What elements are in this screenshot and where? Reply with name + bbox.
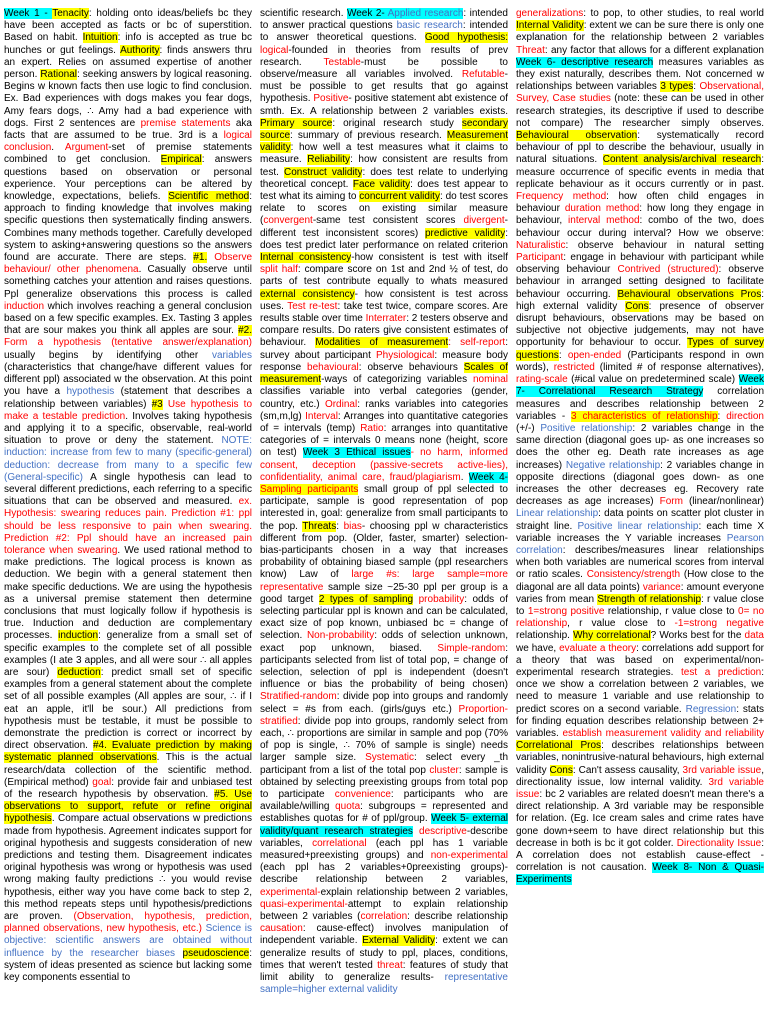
text-run: : features of study that limit ability to generalize results- [260, 959, 508, 984]
highlighted-text-run: Positive [313, 93, 349, 105]
highlighted-text-run: Ratio [360, 422, 384, 434]
text-run: (note: these can be used in other research strategies, its descriptive if used to describe not compare) The researcher simply observes. [516, 93, 764, 129]
text-run: explain relationship between 2 variables, [320, 886, 508, 898]
highlighted-text-run: Tenacity [52, 8, 89, 19]
text-run: : predict small set of specific examples from a general statement about the complete set of all possible examples (All apples are sour, ∴ if I eat an apple, it'll be sour.) All predictions from hypothesis must be testable, it must be possible to demonstrate the prediction is correct or incorrect by direct observation. [4, 666, 252, 752]
text-run: : data points on scatter plot cluster in straight line. [516, 508, 764, 532]
highlighted-text-run: convergent [263, 215, 313, 227]
highlighted-text-run: Good hypothesis: [424, 32, 508, 44]
highlighted-text-run: Behavioural observation [516, 130, 638, 142]
text-run: : observe behaviour in arranged setting designed to facilitate behaviour occurring. [516, 264, 764, 300]
text-run: we have, [516, 642, 560, 654]
highlighted-text-run: basic research [396, 20, 463, 32]
text-run: : correlations add support for a theory that was based on experimental/non-experimental research strategies. [516, 642, 764, 678]
text-run: -how consistent is test with itself [351, 252, 508, 264]
highlighted-text-run: Week 4- [468, 471, 508, 483]
highlighted-text-run: induction [4, 300, 45, 312]
highlighted-text-run: variance [642, 581, 681, 593]
text-run: : ranks variables into categories (sm,m,lg) [260, 398, 508, 422]
highlighted-text-run: Scales of measurement [260, 361, 508, 386]
text-run: : describes relationships between variables, nonintrusive-natural behaviours, high external validity [516, 740, 764, 776]
highlighted-text-run: Frequency method [516, 191, 607, 203]
text-run: (each ppl has 1 variable measured+preexisting groups) and [260, 837, 508, 862]
text-run: -founded in theories from results of prev research. [260, 44, 508, 68]
highlighted-text-run: #3 [151, 398, 163, 410]
highlighted-text-run: Correlational Pros [516, 740, 602, 752]
highlighted-text-run: large #s: large sample=more representative [260, 569, 508, 593]
highlighted-text-run: quasi-experimental- [260, 898, 348, 910]
highlighted-text-run: external consistency [260, 288, 355, 300]
highlighted-text-run: Regression [685, 703, 737, 715]
text-run: : approach to finding knowledge that involves making specific questions then systematically finding answers. Combines many methods together. Carefully developed system to asking+answering questions so the answers found are accurate. There are steps. [4, 191, 252, 264]
text-run: (+/-) [516, 422, 541, 434]
highlighted-text-run: non-experimental [430, 850, 508, 862]
text-run: : odds of selection unknown, exact pop unknown, biased. [260, 630, 508, 654]
text-run: : bc 2 variables are related doesn't mean there's a direct relationship. A 3rd variable may be responsible for relation. (Eg. Ice cream sales and crime rates have gone down+seem to have direct relationship but this decrease in both is bc it got colder. [516, 789, 764, 849]
highlighted-text-run: 1=strong positive [527, 605, 605, 617]
highlighted-text-run: Week 7- Correlational Research Strategy [516, 374, 764, 398]
text-run: : Can't assess causality, [572, 764, 683, 776]
highlighted-text-run: predictive validity [425, 227, 506, 239]
text-run: : A correlation does not establish cause-effect -correlation is not causation. [516, 837, 764, 874]
highlighted-text-run: Systematic [365, 752, 415, 764]
text-run: : select every _th participant from a list of the total pop [260, 752, 508, 776]
text-run: . [460, 471, 469, 483]
text-run: : extent we can generalize results of study to ppl, places, conditions, times that weren't tested [260, 935, 508, 971]
highlighted-text-run: establish measurement validity and reliability [562, 727, 764, 739]
highlighted-text-run: Applied research [387, 8, 464, 19]
highlighted-text-run: cluster [429, 764, 459, 776]
text-run: - choosing ppl w characteristics different from pop. (Older, faster, smarter) selection-bias-participants chosen in a way that increases probability of obtaining biased sample (ppl researchers know) Law of [260, 520, 508, 581]
text-run: : original research study [332, 117, 462, 129]
highlighted-text-run: #2. [238, 325, 252, 337]
text-run: : do test scores relate to scores on existing similar measure ( [260, 191, 508, 227]
text-run: : any factor that allows for a different explanation [544, 44, 764, 56]
highlighted-text-run: Consistency/strength [586, 569, 681, 581]
text-run: : [693, 81, 700, 93]
notes-column-1 [4, 8, 252, 1020]
highlighted-text-run: rating-scale [516, 374, 568, 386]
highlighted-text-run: concurrent validity [359, 191, 440, 203]
highlighted-text-run: correlation [360, 911, 408, 923]
highlighted-text-run: Week 1 - [4, 8, 53, 19]
highlighted-text-run: split half [260, 264, 298, 276]
text-run: : intended to answer theoretical questions. [260, 20, 508, 44]
text-run: : extent we can be sure there is only one explanation for the relationship between 2 variables [516, 20, 764, 44]
highlighted-text-run: Contrived (structured) [617, 264, 719, 276]
highlighted-text-run: Refutable [461, 69, 505, 81]
highlighted-text-run: deduction [57, 666, 101, 678]
highlighted-text-run: Internal consistency [260, 252, 352, 264]
highlighted-text-run: experimental- [260, 886, 321, 898]
highlighted-text-run: Modalities of measurement [315, 337, 449, 349]
highlighted-text-run: induction [58, 630, 99, 642]
highlighted-text-run: Testable [323, 56, 361, 68]
highlighted-text-run: Threats [302, 520, 337, 532]
text-run: . We used rational method to make predictions. The logical process is known as deduction. We begin with a general statement then make specific deductions. We are using the hypothesis as a universal premise statement then determine conclusions that must logically follow if hypothesis is true. Induction and deduction are complementary processes. [4, 544, 252, 642]
text-run: : take test twice, compare scores. Are results stable over time [260, 300, 508, 325]
highlighted-text-run: bias [343, 520, 362, 532]
highlighted-text-run: Behavioural observations Pros [617, 288, 762, 300]
text-run: which involves reaching a general conclusion based on a few specific examples. Ex. Tasting 3 apples that are sour makes you think all apples are sour. [4, 300, 252, 337]
text-run: : compare score on 1st and 2nd ½ of test, do parts of test contribute equally to whats measured [260, 264, 508, 288]
highlighted-text-run: Primary source [260, 117, 333, 129]
text-run: : how often child engages in behaviour [516, 191, 764, 215]
highlighted-text-run: Physiological [376, 349, 435, 361]
text-run: : r value close to [516, 593, 764, 617]
text-run: : stats for finding equation describes relationship between 2+ variables. [516, 703, 764, 739]
text-run: : [558, 349, 568, 361]
text-run: : describe relationship [407, 911, 508, 923]
highlighted-text-run: probability [418, 593, 465, 605]
text-run: - must be possible to get results that go against hypothesis. [260, 69, 508, 105]
highlighted-text-run: open-ended [567, 349, 622, 361]
highlighted-text-run: Non-probability [306, 630, 375, 642]
text-run: , r value close to [567, 618, 675, 630]
highlighted-text-run: Argument [64, 142, 109, 154]
highlighted-text-run: logical conclusion [4, 130, 252, 154]
highlighted-text-run: Use hypothesis to make a testable prediction [4, 398, 252, 422]
highlighted-text-run: Observe behaviour/ other phenomena [4, 252, 252, 276]
text-run: : how long they engage in behaviour, [516, 203, 764, 227]
text-run: ? Works best for the [650, 630, 745, 642]
highlighted-text-run: duration method [564, 203, 640, 215]
highlighted-text-run: Participant [516, 252, 564, 264]
highlighted-text-run: Internal Validity [516, 20, 584, 32]
text-run: : subgroups = represented and establishes quotas for # of ppl/group. [260, 801, 508, 825]
highlighted-text-run: Sampling participants [260, 483, 359, 495]
highlighted-text-run: direction [726, 410, 764, 422]
text-run: - positive statement abt existence of smth. Ex. A relationship between 2 variables exists. [260, 93, 508, 117]
highlighted-text-run: nominal [472, 374, 508, 386]
highlighted-text-run: Rational [40, 69, 78, 81]
text-run: relationship, r value close to [604, 605, 739, 617]
highlighted-text-run: 3 characteristics of relationship [571, 410, 718, 422]
text-run: -set of premise statements combined to get conclusion. [4, 142, 252, 166]
highlighted-text-run: Linear relationship [516, 508, 599, 520]
highlighted-text-run: -1=strong negative [674, 618, 764, 630]
text-run: : participants selected from list of total pop, = change of selection, selection of ppl is independent (doesn't influence or bias the probability of being chosen) [260, 642, 508, 691]
text-run: : observe behaviour in natural setting [565, 239, 764, 251]
highlighted-text-run: logical [260, 44, 289, 56]
highlighted-text-run: representative sample=higher external validity [260, 972, 508, 996]
text-run: : finds answers thru an expert. Relies on assumed expertise of another person. [4, 44, 252, 81]
text-run: : generalize from a small set of specific examples to the complete set of all possible examples (I ate 3 apples, and all were sour ∴ all apples are sour) [4, 630, 252, 678]
text-run: : amount everyone varies from mean [516, 581, 764, 605]
text-run: : observe behaviours [358, 361, 464, 373]
highlighted-text-run: Form [659, 496, 683, 508]
text-run: : combo of the two, does behaviour occur during interval? How we observe: [516, 215, 764, 239]
text-run: measures variables as they exist naturally, describes them. Not concerned w relationships between variables [516, 56, 764, 93]
text-run: (each ppl has 2 variables+0preexisting groups)-describe relationship between 2 variables, [260, 862, 508, 886]
highlighted-text-run: Face validity [352, 178, 411, 190]
text-run: classifies variable into verbal categories (gender, country, etc.) [260, 386, 508, 410]
text-run: : does test predict later performance on related criterion [260, 227, 508, 251]
highlighted-text-run: causation [260, 923, 303, 935]
text-run: : sample is obtained by selecting preexisting groups from total pop to participate [260, 764, 508, 800]
text-run: : engage in behaviour with participant while observing behaviour [516, 252, 764, 276]
highlighted-text-run: Strength of relationship [597, 593, 702, 605]
highlighted-text-run: generalizations [516, 8, 584, 19]
highlighted-text-run: Test re-test [287, 300, 338, 312]
text-run: -describe variables, [260, 825, 508, 849]
text-run: : measure body response [260, 349, 508, 373]
text-run: : once we show a correlation between 2 variables, we need to measure 1 variable and use relationship to predict scores on a second variable. [516, 666, 764, 715]
text-run: scientific research. [260, 8, 347, 19]
highlighted-text-run: Cons [625, 300, 649, 312]
highlighted-text-run: premise statements [140, 117, 231, 129]
highlighted-text-run: secondary source [260, 117, 508, 142]
highlighted-text-run: Naturalistic [516, 239, 566, 251]
highlighted-text-run: Threat [516, 44, 545, 56]
highlighted-text-run: Week 3 Ethical issues [302, 447, 411, 459]
text-run: A single hypothesis can lead to several different predictions, each referring to a specific situations that can be observed and measured. [4, 471, 252, 508]
text-run: : measure occurrence of specific events in media that replicate behaviour as it occurs currently or in past. [516, 154, 764, 190]
highlighted-text-run: quota [335, 801, 361, 813]
text-run: : describes/measures linear relationships when both variables are numerical scores from interval or ratio scales. [516, 544, 764, 581]
highlighted-text-run: data [744, 630, 764, 642]
text-run: : intended to answer practical questions [260, 8, 508, 32]
highlighted-text-run: Interval [305, 410, 338, 422]
highlighted-text-run: Types of survey questions [516, 337, 764, 361]
highlighted-text-run: 3rd variable issue [516, 776, 764, 800]
highlighted-text-run: : self-report [448, 337, 506, 349]
highlighted-text-run: behavioural [307, 361, 359, 373]
highlighted-text-run: #5. Use observations to support, refute or refine original hypothesis [4, 789, 252, 825]
text-run: : arranges into quantitative categories of = intervals 0 means none (height, score on test) [260, 422, 508, 459]
text-run: : does test appear to test what its aiming to [260, 178, 508, 203]
text-run: . [51, 142, 65, 154]
highlighted-text-run: Intuition [82, 32, 118, 44]
text-run: : [717, 410, 727, 422]
highlighted-text-run: Week 2- [346, 8, 388, 19]
text-run: -same test consistent scores [312, 215, 464, 227]
text-run: : info is accepted as true bc hunches or gut feelings. [4, 32, 252, 56]
text-run: : summary of previous research. [290, 130, 447, 142]
highlighted-text-run: #1. [193, 252, 208, 264]
text-run: : provide fair and unbiased test of the research hypothesis by observation. [4, 776, 252, 800]
text-run: : answers questions based on observation or personal experience. Your perceptions can be altered by knowledge, expectations, beliefs. [4, 154, 252, 203]
text-run: -ways of categorizing variables [321, 374, 473, 386]
text-run: : 2 variables change in opposite directions (diagonal goes down- as one increases the other decreases eg. Recovery rate decreases as age increases) [516, 459, 764, 508]
text-run: : divide pop into groups and randomly select = #s from each. (girls/guys etc.) [260, 691, 508, 715]
highlighted-text-run: Scientific method [168, 191, 250, 203]
text-run: . Compare actual observations w predictions made from hypothesis. Agreement indicates support for original hypothesis and suggests consideration of new predictions and testing them. Disagreement indicates original hypothesis was wrong or hypothesis was used wrong making faulty predictions ∴ you would revise hypothesis, either way you have come back to step 2, this method repeats steps until hypothesis/predictions are proven. [4, 813, 252, 923]
highlighted-text-run: Science is objective: scientific answers are obtained without influence by the researcher biases [4, 923, 252, 959]
text-run: : divide pop into groups, randomly select from each, ∴ proportions are similar in sample and pop (70% of pop is single, ∴ 70% of sample is single) needs larger sample size. [260, 715, 508, 764]
highlighted-text-run: Cons [549, 764, 573, 776]
text-run: -must be possible to observe/measure all variables involved. [260, 56, 508, 81]
highlighted-text-run: Ordinal [324, 398, 358, 410]
highlighted-text-run: Empirical [160, 154, 202, 166]
highlighted-text-run: Week 8- Non & Quasi-Experiments [516, 862, 764, 886]
highlighted-text-run: restricted [553, 361, 595, 373]
highlighted-text-run: pseudoscience [182, 947, 250, 959]
text-run: : seeking answers by logical reasoning. Begins w known facts then use logic to find conclusion. Ex. Bad experiences with dogs makes you fear dogs, Amy fears dogs, ∴ Amy had a bad experience with dogs. First 2 sentences are [4, 69, 252, 129]
text-run: : each time X variable increases the Y variable increases [516, 520, 764, 544]
highlighted-text-run: Positive linear relationship [577, 520, 699, 532]
highlighted-text-run: 3 types [660, 81, 694, 93]
text-run: relationship. [516, 630, 574, 642]
highlighted-text-run: External Validity [362, 935, 436, 947]
text-run: : holding onto ideas/beliefs bc they have been accepted as facts or bc of superstition. Based on habit. [4, 8, 252, 44]
text-run: : high external validity [516, 288, 764, 312]
text-run: : how well a test measures what it claims to measure. [260, 142, 508, 166]
text-run: : participants who are available/willing [260, 789, 508, 813]
text-run: (Participants respond in own words), [516, 349, 764, 373]
notes-column-3 [516, 8, 764, 1020]
text-run: sample size ~25-30 ppl per group is a good target [260, 581, 508, 605]
text-run: (limited # of response alternatives), [594, 361, 764, 373]
highlighted-text-run: 3rd variable issue [682, 764, 762, 776]
text-run: : cause-effect) involves manipulation of independent variable. [260, 923, 508, 947]
text-run: : systematically record behaviour of ppl to describe the behaviour, usually in natural situations. [516, 130, 764, 166]
highlighted-text-run: interval method [568, 215, 640, 227]
text-run: . Casually observe until something catches your attention and raises questions. Ppl generalize observations this process is called [4, 264, 252, 300]
text-run: : [336, 520, 344, 532]
text-run [175, 948, 182, 959]
text-run: (How close to the diagonal are all data points) [516, 569, 764, 593]
text-run: : 2 testers observe and compare results. Do raters give consistent estimates of behaviour. [260, 313, 508, 349]
highlighted-text-run: 2 types of sampling [318, 593, 414, 605]
text-run: : how consistent are results from test. [260, 154, 508, 178]
highlighted-text-run: convenience [334, 789, 391, 800]
highlighted-text-run: Stratified-random [260, 691, 337, 703]
highlighted-text-run: - no harm, informed consent, deception (passive-secrets active-lies), confidentiality, animal care, fraud/plagiarism [260, 447, 508, 483]
text-run: : odds of selecting particular ppl is known and can be calculated, exact size of pop known, unbiased bc = change of selection. [260, 593, 508, 642]
highlighted-text-run: Simple-random [437, 642, 506, 654]
highlighted-text-run: hypothesis [66, 386, 115, 398]
highlighted-text-run: Proportion-stratified [260, 703, 508, 727]
highlighted-text-run: divergent [463, 215, 505, 227]
highlighted-text-run: #4. Evaluate prediction by making systematic planned observations [4, 740, 252, 764]
highlighted-text-run: evaluate a theory [559, 642, 637, 654]
highlighted-text-run: Directionality Issue [676, 837, 762, 849]
text-run: , directionality issue, low internal validity. [516, 764, 764, 788]
notes-column-2 [260, 8, 508, 1020]
text-run: (statement that describes a relationship between variables) [4, 386, 252, 410]
text-run: : Arranges into quantitative categories of = intervals (temp) [260, 410, 508, 434]
highlighted-text-run: test a prediction [681, 666, 762, 678]
highlighted-text-run: 0= no relationship [516, 605, 764, 630]
highlighted-text-run: Authority [120, 44, 160, 56]
highlighted-text-run: Week 6- descriptive research [516, 56, 654, 68]
text-run: : to pop, to other studies, to real world [583, 8, 764, 19]
highlighted-text-run: correlational [312, 837, 367, 849]
highlighted-text-run: Positive relationship [540, 422, 633, 434]
highlighted-text-run: Why correlational [573, 630, 651, 642]
highlighted-text-run: variables [211, 349, 252, 361]
text-run: : survey about participant [260, 337, 508, 361]
text-run: attempt to explain relationship between 2 variables ( [260, 898, 508, 923]
highlighted-text-run: threat [377, 959, 403, 971]
highlighted-text-run: descriptive [419, 825, 467, 837]
highlighted-text-run: ex. Hypothesis: swearing reduces pain. Prediction #1: ppl should be less responsive to pain when swearing. Prediction #2: Ppl should have an increased pain tolerance when swearing [4, 496, 252, 556]
text-run: : presence of observer disrupt behaviours, observations may be based on subjective not objective judgements, may not have opportunity for behaviour to occur. [516, 300, 764, 349]
highlighted-text-run: goal [92, 776, 112, 788]
text-run: . Involves taking hypothesis and applying it to a specific, observable, real-world situation to prove or deny the statement. [4, 410, 252, 447]
highlighted-text-run: Observational, Survey, Case studies [516, 81, 764, 105]
text-run: (#ical value on predetermined scale) [567, 374, 739, 386]
text-run: : does test relate to underlying theoretical concept. [260, 166, 508, 190]
text-run: aka facts that are assumed to be true. 3rd is a [4, 117, 252, 142]
text-run: small group of ppl selected to participate, sample is good representation of pop interested in, goal: generalize from small participants to the pop. [260, 483, 508, 532]
highlighted-text-run: Interrater [365, 313, 407, 325]
highlighted-text-run: NOTE: induction: increase from few to many (specific-general) deduction: decrease from many to a specific few (General-specific) [4, 435, 252, 483]
text-run: - how consistent is test across uses. [260, 288, 508, 312]
highlighted-text-run: Measurement validity [260, 130, 508, 154]
text-run: (linear/nonlinear) [682, 496, 764, 508]
highlighted-text-run: Content analysis/archival research [602, 154, 762, 166]
text-run: . This is the actual research/data collection of the scientific method. (Empirical method) [4, 752, 252, 788]
text-run: : system of ideas presented as science but lacking some key components essential to [4, 947, 252, 984]
highlighted-text-run: Pearson correlation [516, 532, 764, 556]
text-run: : 2 variables change in the same direction (diagonal goes up- as one increases so does the other eg. Death rate increases as age increases) [516, 422, 764, 471]
text-run: correlation measures and describes relationship between 2 variables - [516, 386, 764, 422]
highlighted-text-run: Form a hypothesis (tentative answer/explanation) [4, 337, 252, 349]
highlighted-text-run: Negative relationship [565, 459, 661, 471]
text-run: -different test inconsistent scores) [260, 215, 508, 239]
highlighted-text-run: Construct validity [284, 166, 363, 178]
text-run: (characteristics that change/have different values for different ppl) associated w the observation. At this point you have a [4, 361, 252, 398]
highlighted-text-run: Reliability [307, 154, 351, 166]
highlighted-text-run: Week 5- external validity/quant research strategies [260, 813, 508, 837]
text-run: usually begins by identifying other [4, 349, 212, 361]
highlighted-text-run: (Observation, hypothesis, prediction, planned observations, new hypothesis, etc.) [4, 911, 252, 935]
